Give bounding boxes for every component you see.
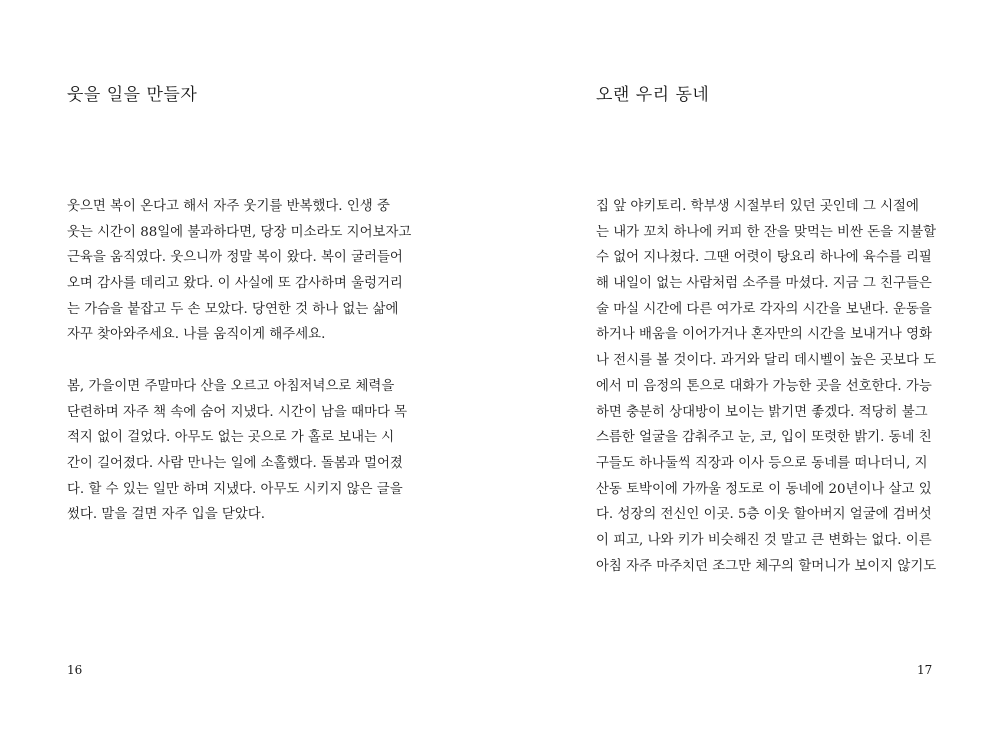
text-line: 스름한 얼굴을 감춰주고 눈, 코, 입이 또렷한 밝기. 동네 친: [596, 430, 932, 446]
text-line: 썼다. 말을 걸면 자주 입을 닫았다.: [67, 507, 265, 523]
text-line: 하면 충분히 상대방이 보이는 밝기면 좋겠다. 적당히 불그: [596, 404, 928, 420]
text-line: 이 피고, 나와 키가 비슷해진 것 말고 큰 변화는 없다. 이른: [596, 532, 932, 548]
text-line: 는 내가 꼬치 하나에 커피 한 잔을 맞먹는 비싼 돈을 지불할: [596, 224, 937, 240]
text-line: 나 전시를 볼 것이다. 과거와 달리 데시벨이 높은 곳보다 도: [596, 353, 937, 369]
page-body: [596, 194, 937, 579]
text-line: 아침 자주 마주치던 조그만 체구의 할머니가 보이지 않기도: [596, 558, 937, 574]
text-line: 는 가슴을 붙잡고 두 손 모았다. 당연한 것 하나 없는 삶에: [67, 301, 399, 317]
text-line: 웃는 시간이 88일에 불과하다면, 당장 미소라도 지어보자고: [67, 224, 412, 240]
text-line: 술 마실 시간에 다른 여가로 각자의 시간을 보낸다. 운동을: [596, 301, 932, 317]
page-body: [67, 194, 412, 528]
paragraph: [596, 194, 937, 579]
page-title: 오랜 우리 동네: [596, 85, 710, 105]
text-line: 자꾸 찾아와주세요. 나를 움직이게 해주세요.: [67, 327, 326, 343]
text-line: 수 없어 지나쳤다. 그땐 어렷이 탕요리 하나에 육수를 리필: [596, 250, 932, 266]
text-line: 집 앞 야키토리. 학부생 시절부터 있던 곳인데 그 시절에: [596, 199, 919, 214]
text-line: 적지 없이 걸었다. 아무도 없는 곳으로 가 홀로 보내는 시: [67, 430, 395, 446]
text-line: 봄, 가을이면 주말마다 산을 오르고 아침저녁으로 체력을: [67, 378, 395, 394]
text-line: 구들도 하나둘씩 직장과 이사 등으로 동네를 떠나더니, 지: [596, 455, 928, 471]
text-line: 단련하며 자주 책 속에 숨어 지냈다. 시간이 남을 때마다 목: [67, 404, 408, 420]
page-number: 16: [67, 663, 83, 677]
right-page: [500, 0, 1000, 730]
text-line: 오며 감사를 데리고 왔다. 이 사실에 또 감사하며 울렁거리: [67, 276, 403, 292]
text-line: 근육을 움직였다. 웃으니까 정말 복이 왔다. 복이 굴러들어: [67, 250, 403, 266]
text-line: 하거나 배움을 이어가거나 혼자만의 시간을 보내거나 영화: [596, 327, 932, 343]
text-line: 간이 길어졌다. 사람 만나는 일에 소홀했다. 돌봄과 멀어졌: [67, 455, 403, 471]
paragraph-gap: [67, 348, 405, 374]
page-number: 17: [917, 663, 933, 677]
paragraph: [67, 194, 412, 348]
text-line: 해 내일이 없는 사람처럼 소주를 마셨다. 지금 그 친구들은: [596, 276, 932, 292]
paragraph: [67, 374, 408, 528]
text-line: 다. 할 수 있는 일만 하며 지냈다. 아무도 시키지 않은 글을: [67, 481, 403, 497]
text-line: 웃으면 복이 온다고 해서 자주 웃기를 반복했다. 인생 중: [67, 199, 390, 214]
text-line: 에서 미 음정의 톤으로 대화가 가능한 곳을 선호한다. 가능: [596, 378, 932, 394]
text-line: 산동 토박이에 가까울 정도로 이 동네에 20년이나 살고 있: [596, 481, 932, 497]
text-line: 다. 성장의 전신인 이곳. 5층 이웃 할아버지 얼굴에 검버섯: [596, 507, 932, 523]
page-title: 웃을 일을 만들자: [67, 85, 198, 105]
